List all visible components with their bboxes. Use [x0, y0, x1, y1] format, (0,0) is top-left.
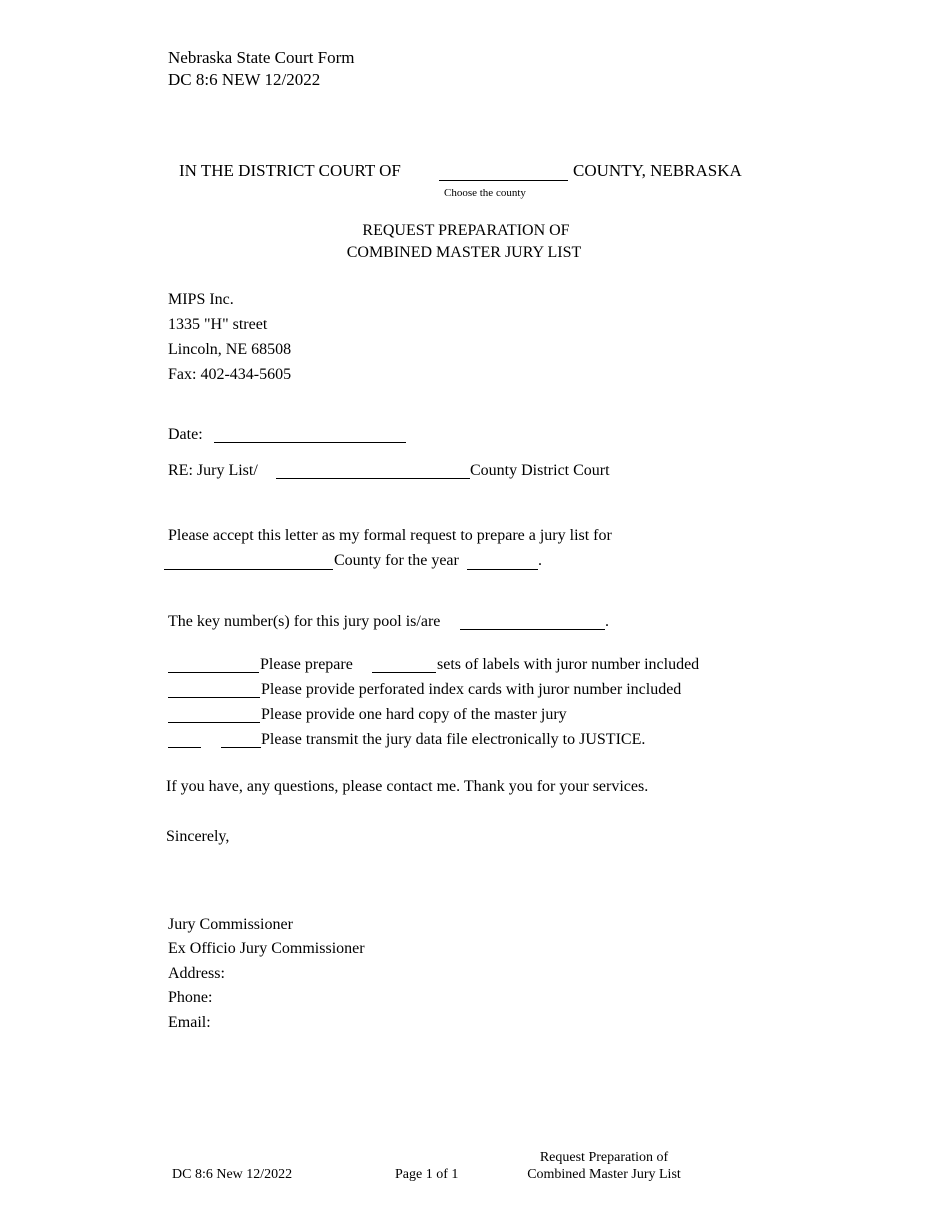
footer-title-line-2: Combined Master Jury List: [527, 1167, 681, 1182]
key-numbers-label: The key number(s) for this jury pool is/are: [168, 613, 441, 630]
year-field[interactable]: [467, 551, 538, 570]
labels-post: sets of labels with juror number included: [437, 656, 700, 673]
date-field[interactable]: [214, 424, 406, 443]
title-line-1: REQUEST PREPARATION OF: [362, 222, 570, 239]
transmit-check-field-a[interactable]: [168, 729, 201, 748]
re-prefix: RE: Jury List/: [168, 462, 258, 479]
request-period: .: [538, 552, 542, 569]
key-numbers-period: .: [605, 613, 609, 630]
sincerely-text: Sincerely,: [166, 828, 230, 845]
court-suffix: COUNTY, NEBRASKA: [573, 161, 742, 180]
index-cards-check-field[interactable]: [168, 679, 260, 698]
county-select-field[interactable]: [439, 162, 568, 181]
recipient-street: 1335 "H" street: [168, 316, 268, 333]
recipient-city: Lincoln, NE 68508: [168, 341, 292, 358]
form-name: Nebraska State Court Form: [168, 48, 355, 67]
re-suffix: County District Court: [470, 462, 610, 479]
labels-sets-field[interactable]: [372, 654, 436, 673]
key-numbers-field[interactable]: [460, 611, 605, 630]
footer-title-line-1: Request Preparation of: [539, 1150, 669, 1165]
title-line-2: COMBINED MASTER JURY LIST: [346, 244, 582, 261]
request-county-field[interactable]: [164, 551, 333, 570]
recipient-fax: Fax: 402-434-5605: [168, 366, 292, 383]
signature-ex-officio: Ex Officio Jury Commissioner: [168, 940, 365, 957]
transmit-check-field-b[interactable]: [221, 729, 261, 748]
request-line-1: Please accept this letter as my formal request to prepare a jury list for: [168, 527, 612, 544]
signature-commissioner: Jury Commissioner: [168, 916, 293, 933]
footer-page: Page 1 of 1: [395, 1167, 459, 1182]
hard-copy-label: Please provide one hard copy of the master jury: [261, 706, 567, 723]
re-county-field[interactable]: [276, 460, 470, 479]
recipient-name: MIPS Inc.: [168, 291, 234, 308]
date-label: Date:: [168, 426, 203, 443]
labels-pre: Please prepare: [260, 656, 353, 673]
index-cards-label: Please provide perforated index cards with juror number included: [261, 681, 682, 698]
signature-email-label: Email:: [168, 1014, 211, 1031]
form-code: DC 8:6 NEW 12/2022: [168, 70, 321, 89]
signature-address-label: Address:: [168, 965, 225, 982]
hard-copy-check-field[interactable]: [168, 704, 260, 723]
labels-check-field[interactable]: [168, 654, 259, 673]
transmit-label: Please transmit the jury data file electronically to JUSTICE.: [261, 731, 646, 748]
footer-code: DC 8:6 New 12/2022: [172, 1167, 293, 1182]
request-county-suffix: County for the year: [334, 552, 459, 569]
signature-phone-label: Phone:: [168, 989, 213, 1006]
court-prefix: IN THE DISTRICT COURT OF: [179, 161, 401, 180]
county-hint: Choose the county: [444, 187, 526, 199]
questions-text: If you have, any questions, please contact me. Thank you for your services.: [166, 778, 649, 795]
